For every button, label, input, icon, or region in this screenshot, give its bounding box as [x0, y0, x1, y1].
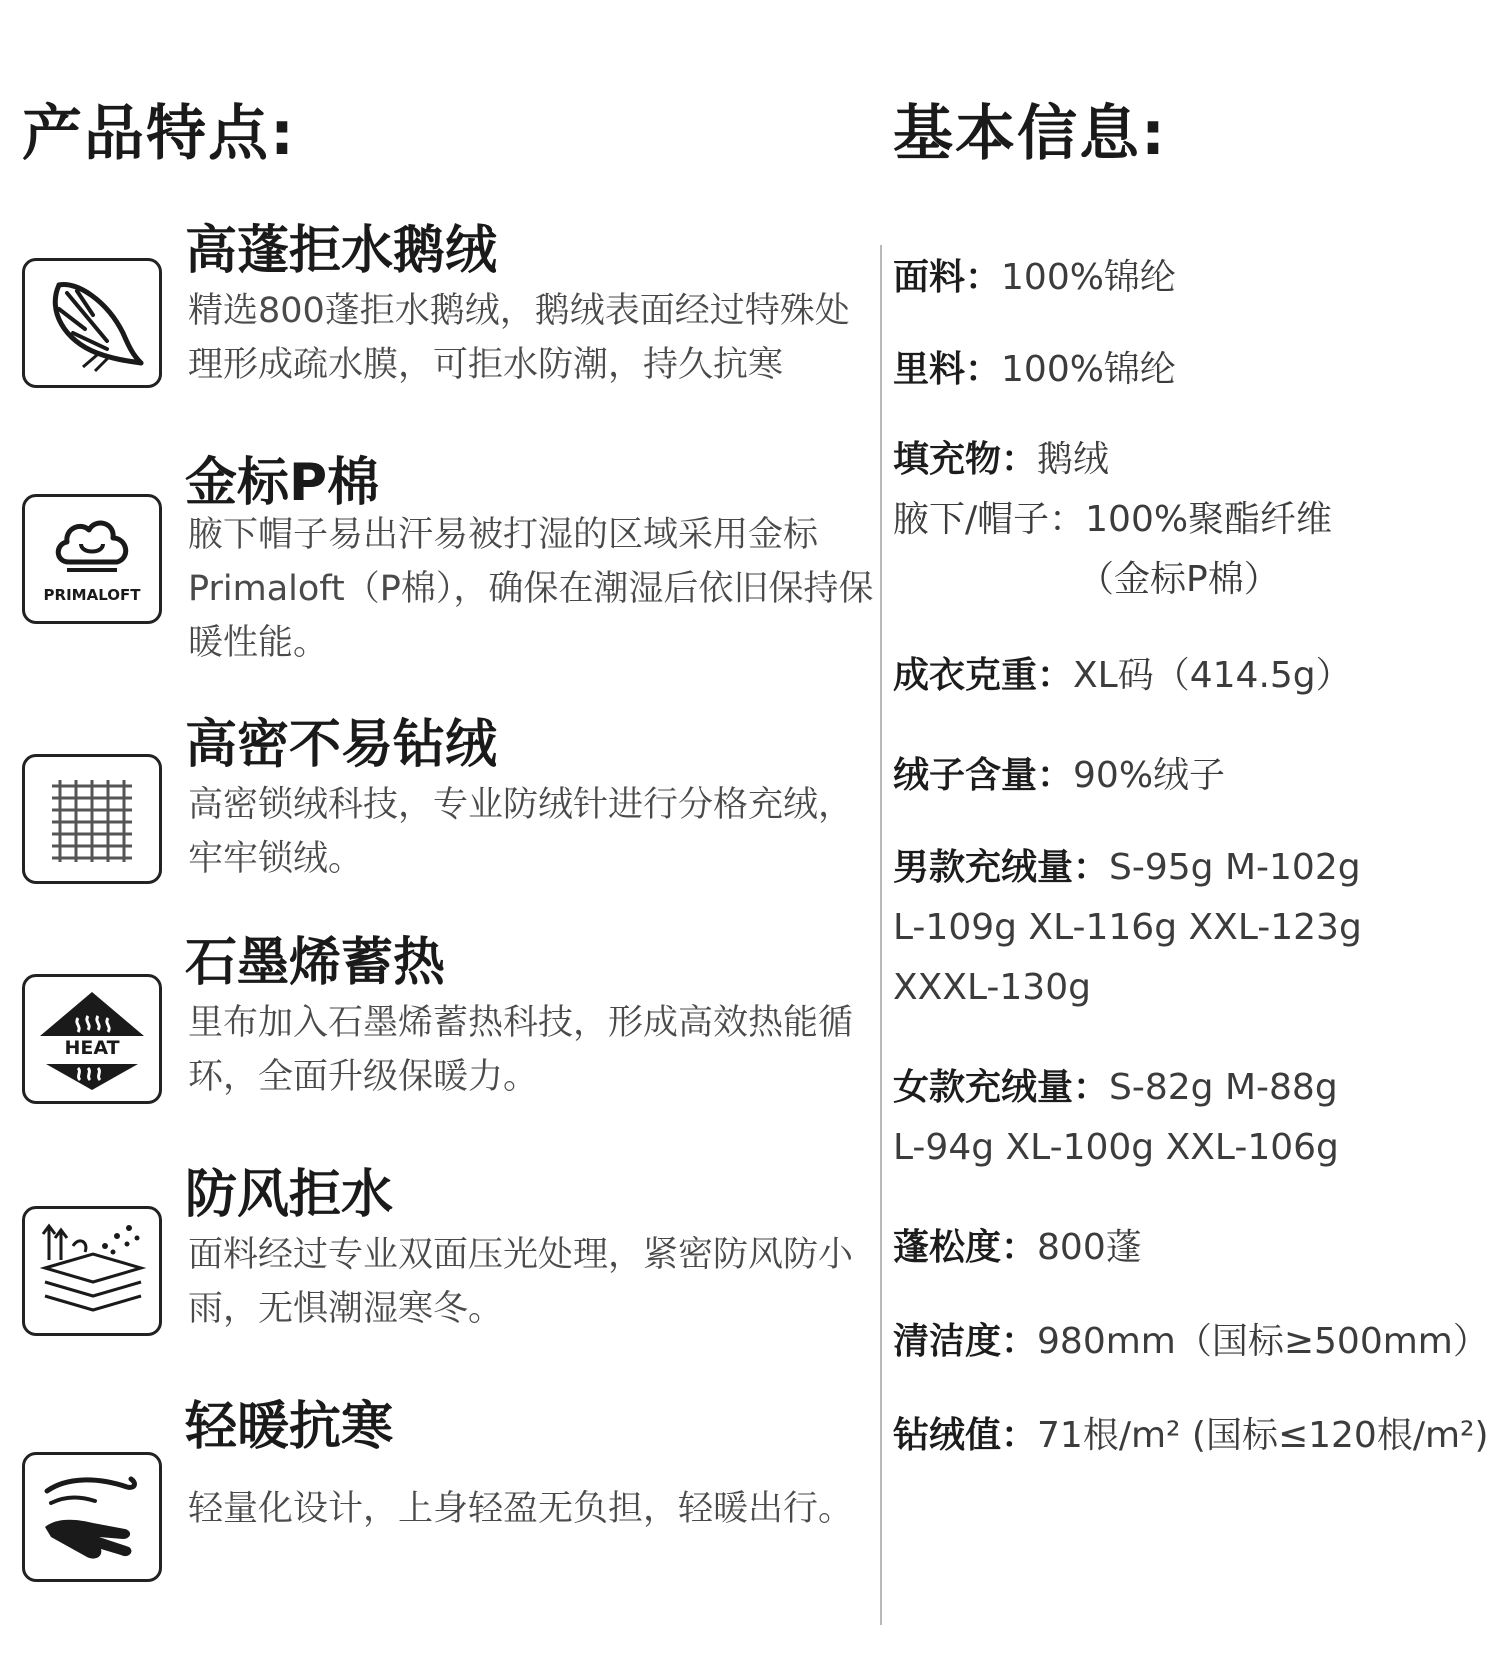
info-value: XXXL-130g [893, 967, 1091, 1008]
feature-item [0, 208, 875, 408]
heat-label: HEAT [64, 1037, 120, 1059]
info-lining [893, 340, 1493, 400]
info-cleanliness [893, 1312, 1493, 1372]
info-men-fill [893, 838, 1493, 898]
info-label: 男款充绒量： [893, 847, 1110, 888]
feature-item [0, 440, 875, 690]
feature-title: 高蓬拒水鹅绒 [185, 221, 498, 281]
primaloft-label: PRIMALOFT [43, 586, 141, 604]
info-value: L-94g XL-100g XXL-106g [893, 1127, 1339, 1168]
info-armpit [893, 490, 1493, 550]
feature-title: 石墨烯蓄热 [185, 933, 446, 993]
info-label: 钻绒值： [893, 1415, 1038, 1456]
info-women-fill [893, 1058, 1493, 1118]
feature-title: 轻暖抗寒 [185, 1397, 394, 1457]
feature-description: 里布加入石墨烯蓄热科技，形成高效热能循环，全面升级保暖力。 [188, 1003, 854, 1097]
info-men-fill-line3 [893, 958, 1493, 1018]
info-value: 71根/m² (国标≤120根/m²) [1037, 1415, 1489, 1456]
info-label: 蓬松度： [893, 1227, 1038, 1268]
info-armpit-note [1078, 550, 1478, 610]
feature-description: 高密锁绒科技，专业防绒针进行分格充绒，牢牢锁绒。 [188, 785, 854, 879]
column-divider [880, 245, 882, 1625]
info-weight [893, 646, 1493, 706]
feature-item [0, 1152, 875, 1352]
feature-description: 轻量化设计，上身轻盈无负担，轻暖出行。 [188, 1489, 854, 1529]
info-label: 女款充绒量： [893, 1067, 1110, 1108]
info-label: 绒子含量： [893, 755, 1074, 796]
info-label: 里料： [893, 349, 1002, 390]
feature-description: 面料经过专业双面压光处理，紧密防风防小雨，无惧潮湿寒冬。 [188, 1235, 854, 1329]
feature-title: 防风拒水 [185, 1165, 394, 1225]
feature-item [0, 920, 875, 1120]
info-loft [893, 1218, 1493, 1278]
primaloft-cotton-icon [22, 494, 162, 624]
info-value: 100%聚酯纤维 [1085, 499, 1333, 540]
feature-description: 精选800蓬拒水鹅绒，鹅绒表面经过特殊处理形成疏水膜，可拒水防潮，持久抗寒 [188, 291, 850, 385]
info-label: 填充物： [893, 439, 1038, 480]
info-fabric [893, 248, 1493, 308]
heat-icon [22, 974, 162, 1104]
info-value: L-109g XL-116g XXL-123g [893, 907, 1362, 948]
info-value: XL码（414.5g） [1073, 655, 1352, 696]
info-value: S-82g M-88g [1109, 1067, 1338, 1108]
info-value: （金标P棉） [1078, 559, 1280, 600]
info-label: 成衣克重： [893, 655, 1074, 696]
info-value: 980mm（国标≥500mm） [1037, 1321, 1489, 1362]
dense-weave-icon [22, 754, 162, 884]
feature-title: 高密不易钻绒 [185, 715, 498, 775]
info-down-content [893, 746, 1493, 806]
info-label: 清洁度： [893, 1321, 1038, 1362]
feature-item [0, 1384, 875, 1604]
feather-icon [22, 258, 162, 388]
info-label: 腋下/帽子： [893, 499, 1086, 540]
product-features-heading: 产品特点: [22, 99, 296, 169]
info-value: 800蓬 [1037, 1227, 1142, 1268]
info-down-leakage [893, 1406, 1493, 1466]
info-label: 面料： [893, 257, 1002, 298]
info-women-fill-line2 [893, 1118, 1493, 1178]
info-value: 100%锦纶 [1001, 349, 1176, 390]
info-filling [893, 430, 1493, 490]
info-value: 100%锦纶 [1001, 257, 1176, 298]
windproof-layers-icon [22, 1206, 162, 1336]
hand-wind-icon [22, 1452, 162, 1582]
info-men-fill-line2 [893, 898, 1493, 958]
basic-info-heading: 基本信息: [893, 99, 1167, 169]
info-value: 90%绒子 [1073, 755, 1226, 796]
feature-item [0, 702, 875, 902]
feature-description: 腋下帽子易出汗易被打湿的区域采用金标Primaloft（P棉），确保在潮湿后依旧保持保暖性能。 [188, 515, 874, 663]
info-value: S-95g M-102g [1109, 847, 1361, 888]
feature-title: 金标P棉 [185, 453, 380, 513]
info-value: 鹅绒 [1037, 439, 1110, 480]
